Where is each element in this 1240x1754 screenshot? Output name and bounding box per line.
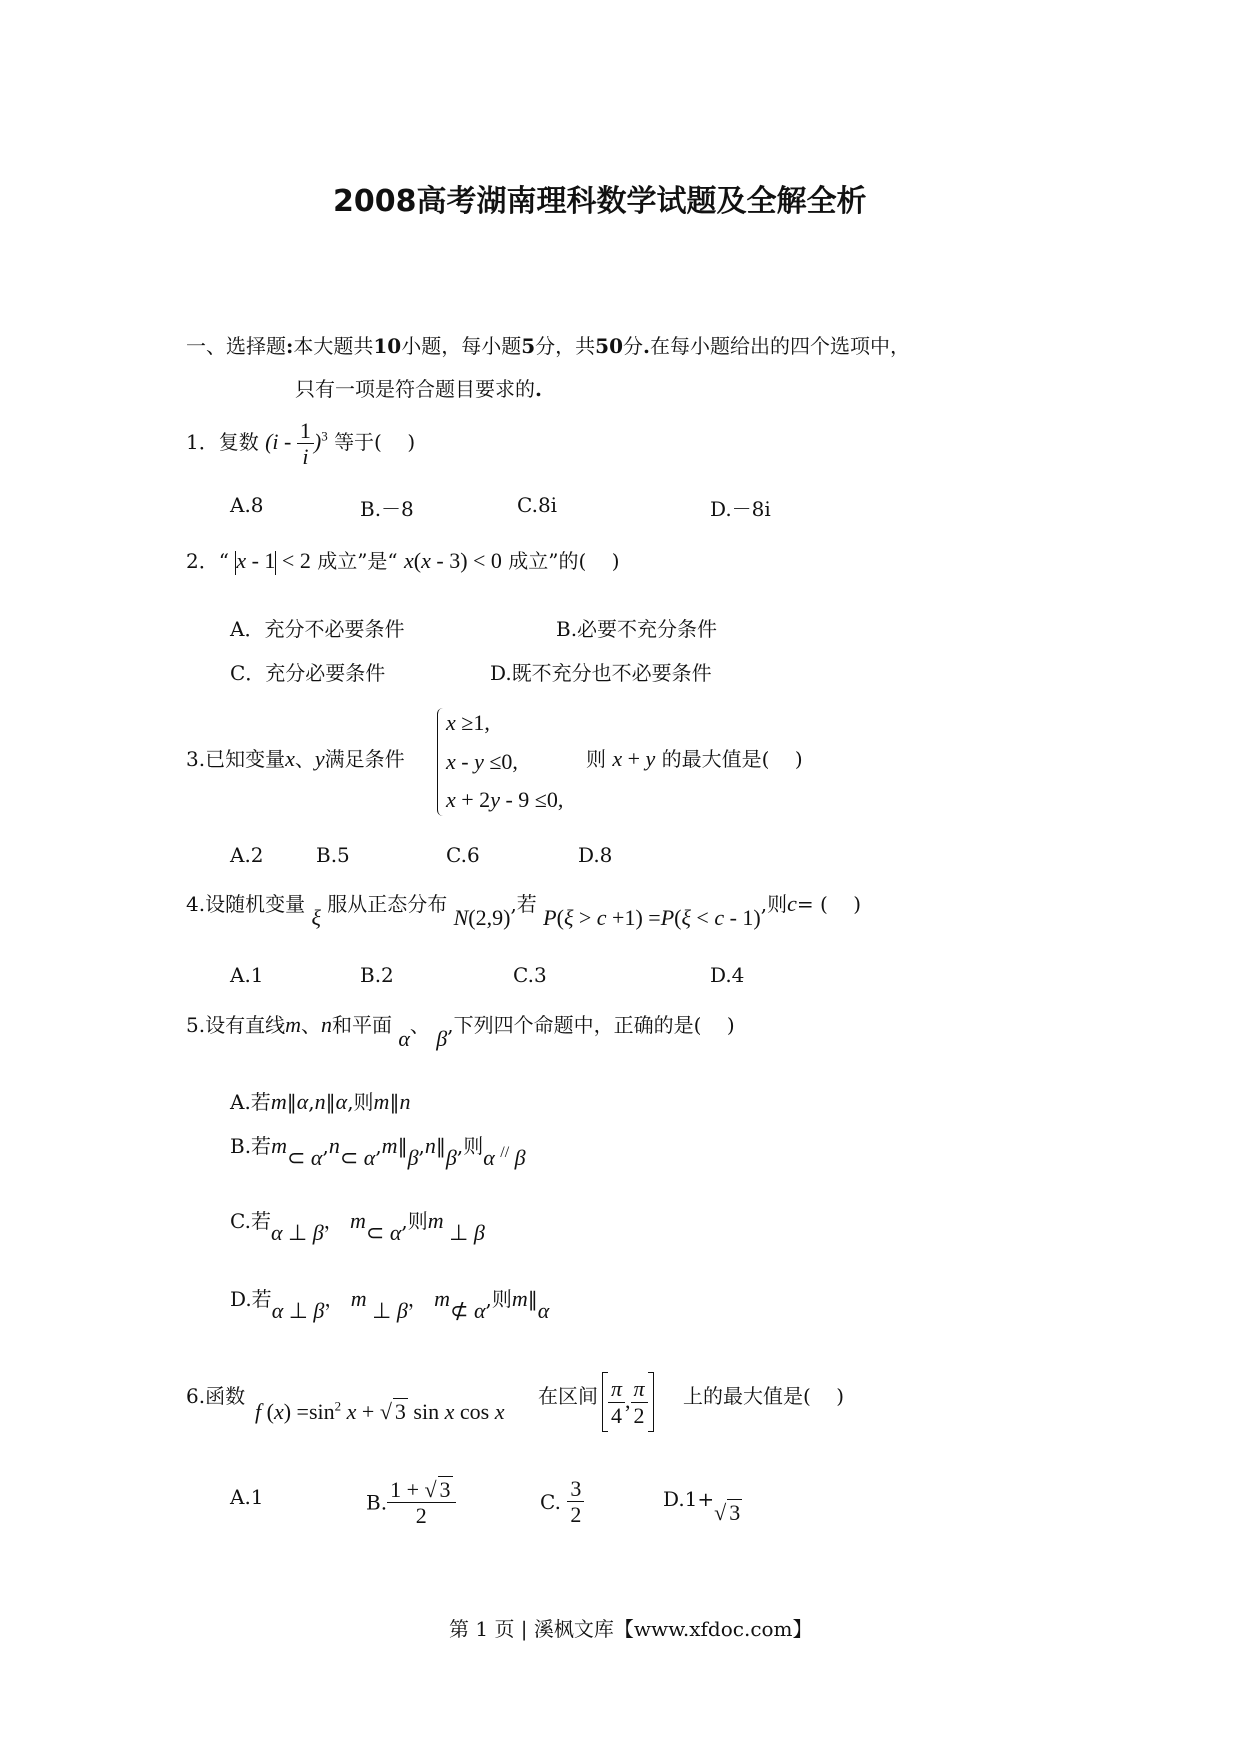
option-6b[interactable]: B. $\frac{1 + √ 3}{2}$ [366,1476,456,1529]
option-4d[interactable]: D.4 [710,963,745,987]
option-3b[interactable]: B.5 [316,843,350,867]
interval: $\frac{\pi}{4}$ , $\frac{\pi}{2}$ [602,1372,654,1432]
question-3: 3.已知变量x、y满足条件 [186,746,405,771]
option-5b[interactable]: B.若m⊂ α,n⊂ α,m‖β,n‖β,则α // β [230,1133,526,1170]
option-6c[interactable]: C. $\frac{3}{2}$ [540,1476,584,1528]
option-1b[interactable]: B.－8 [360,497,414,521]
question-6: 6.函数 [186,1384,246,1408]
option-5c[interactable]: C.若α ⊥ β， m⊂ α,则m ⊥ β [230,1208,485,1245]
section-heading: 一、选择题:本大题共10小题，每小题5分，共50分.在每小题给出的四个选项中， [186,334,910,358]
question-1: 1．复数 (i - $\frac{1}{i}$ )$^3$ 等于( ) [186,418,416,470]
inequality-2: x(x - 3) < 0 [404,548,502,573]
option-6a[interactable]: A.1 [230,1485,264,1509]
option-1a[interactable]: A.8 [230,493,264,517]
constraint-1: x ≥1, [446,710,490,735]
option-3a[interactable]: A.2 [230,843,264,867]
constraint-brace [437,708,446,816]
question-5: 5.设有直线m、n和平面 α、 β,下列四个命题中，正确的是( ) [186,1012,735,1051]
function-expression: f $(x) =\sin^2$ x + √ 3 sin x cos x [255,1398,505,1424]
question-6-tail: 上的最大值是( ) [683,1384,845,1408]
option-4a[interactable]: A.1 [230,963,264,987]
constraint-3: x + 2y - 9 ≤0, [446,787,564,812]
page-footer: 第 1 页 | 溪枫文库【www.xfdoc.com】 [449,1617,813,1641]
option-1d[interactable]: D.－8i [710,497,771,521]
question-2: 2．“ x - 1 < 2 成立”是“ x(x - 3) < 0 成立”的( ) [186,548,620,573]
option-3d[interactable]: D.8 [578,843,613,867]
question-6-interval-label: 在区间 [538,1384,598,1408]
section-heading-line2: 只有一项是符合题目要求的. [295,377,542,401]
option-1c[interactable]: C.8i [517,493,558,517]
page-title: 2008高考湖南理科数学试题及全解全析 [333,184,867,219]
option-2c[interactable]: C．充分必要条件 [230,661,386,685]
constraint-2: x - y ≤0, [446,749,518,774]
option-5a[interactable]: A.若m‖α,n‖α,则m‖n [230,1089,411,1114]
option-2b[interactable]: B.必要不充分条件 [556,617,718,641]
option-4b[interactable]: B.2 [360,963,394,987]
complex-expression: (i - $\frac{1}{i}$ )$^3$ [265,418,328,470]
question-3-tail: 则 x + y 的最大值是( ) [586,746,803,771]
option-2d[interactable]: D.既不充分也不必要条件 [490,661,712,685]
question-4: 4.设随机变量 ξ 服从正态分布 N(2,9),若 P(ξ > c +1) =P(ξ < c - 1),则c= ( ) [186,891,862,930]
option-6d[interactable]: D.1+√ 3 [663,1487,741,1525]
option-3c[interactable]: C.6 [446,843,480,867]
option-2a[interactable]: A．充分不必要条件 [230,617,405,641]
option-5d[interactable]: D.若α ⊥ β， m ⊥ β， m⊄ α,则m‖α [230,1286,550,1323]
inequality-1: x - 1 < 2 [236,548,311,573]
option-4c[interactable]: C.3 [513,963,547,987]
